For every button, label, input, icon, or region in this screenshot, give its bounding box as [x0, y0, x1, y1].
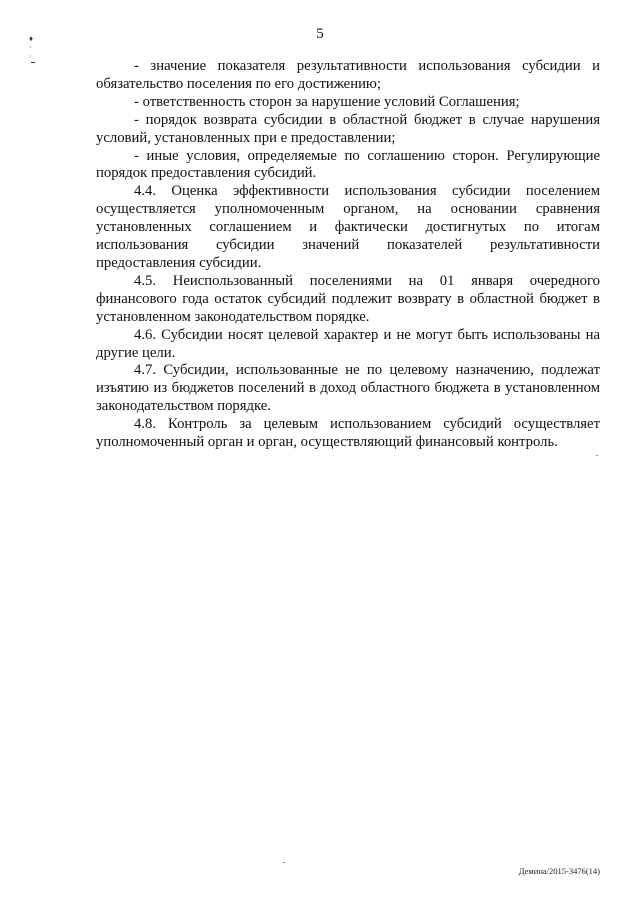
body-text	[96, 58, 600, 452]
paragraph-1: - значение показателя результативности использования субсидии и обязательство поселения по его достижению;	[96, 58, 600, 92]
paragraph-4-7: 4.7. Субсидии, использованные не по целевому назначению, подлежат изъятию из бюджетов поселений в доход областного бюджета в установленном законодательством порядке.	[96, 362, 600, 415]
scan-speck	[596, 455, 598, 456]
paragraph-3: - порядок возврата субсидии в областной бюджет в случае нарушения условий, установленных при е предоставлении;	[96, 111, 600, 146]
footer-reference: Демина/2015-3476(14)	[518, 866, 600, 876]
paragraph-4: - иные условия, определяемые по соглашению сторон. Регулирующие порядок предоставления субсидий.	[96, 147, 600, 182]
paragraph-4-4: 4.4. Оценка эффективности использования субсидии поселением осуществляется уполномоченным органом, на основании сравнения установленных соглашением и фактически достигнутых по итогам использования субсидии значений показателей результативности предоставления субсидии.	[96, 183, 600, 271]
paragraph-4-6: 4.6. Субсидии носят целевой характер и не могут быть использованы на другие цели.	[96, 326, 600, 361]
page-number: 5	[316, 26, 324, 42]
paragraph-4-8: 4.8. Контроль за целевым использованием субсидий осуществляет уполномоченный орган и орган, осуществляющий финансовый контроль.	[96, 416, 600, 451]
paragraph-2: - ответственность сторон за нарушение условий Соглашения;	[134, 93, 520, 110]
margin-marks: ♦ · ·	[29, 34, 34, 61]
scan-speck	[283, 862, 285, 863]
paragraph-4-5: 4.5. Неиспользованный поселениями на 01 января очередного финансового года остаток субсидий подлежит возврату в областной бюджет в установленном законодательством порядке.	[96, 272, 600, 325]
margin-dash	[31, 62, 35, 63]
